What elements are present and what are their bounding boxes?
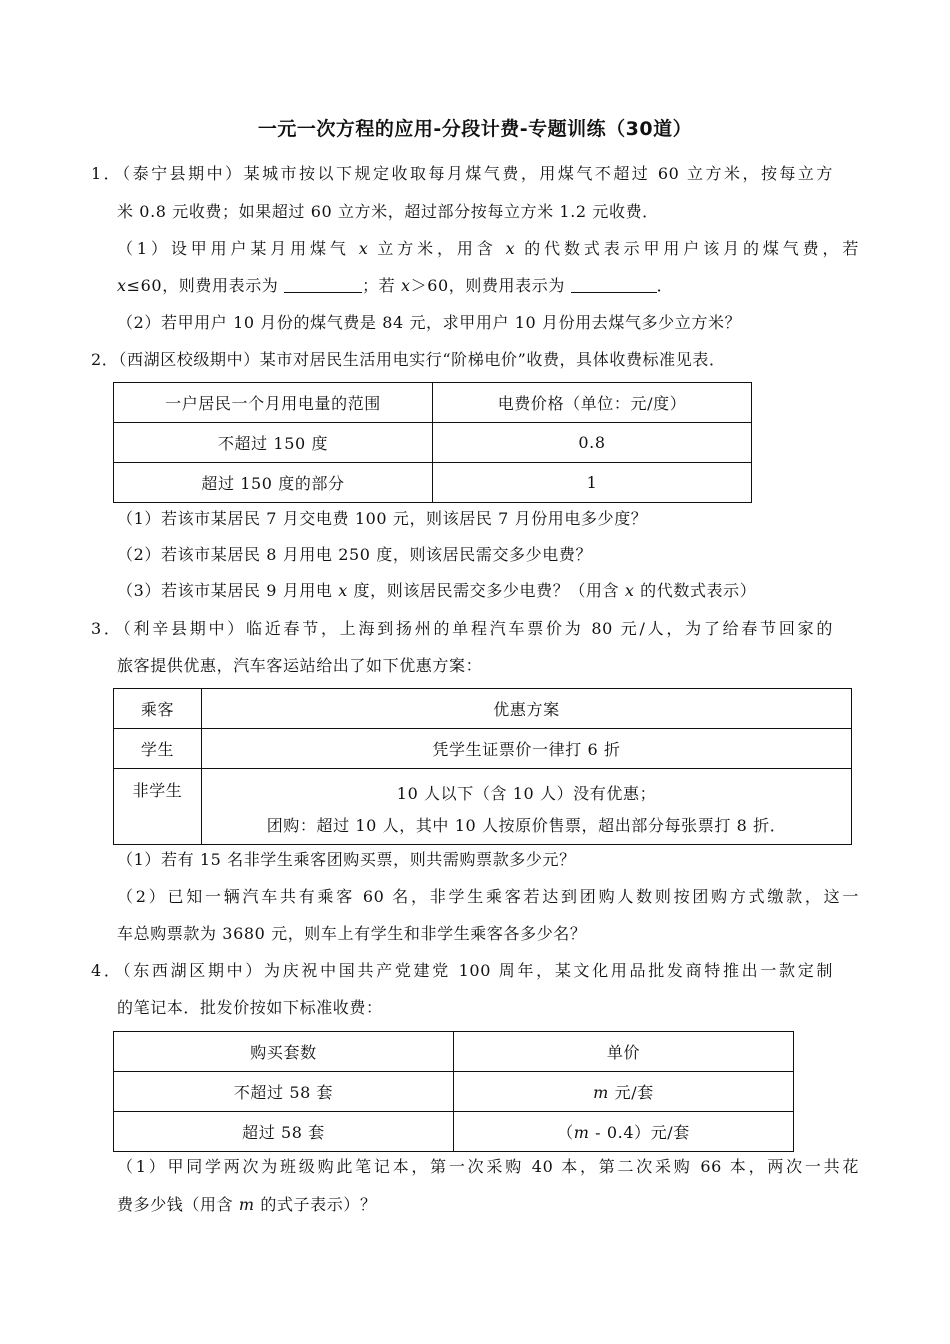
electricity-price-table: [113, 382, 752, 503]
question-number: 2．: [91, 350, 119, 369]
question-1-line-2: 米 0.8 元收费；如果超过 60 立方米，超过部分按每立方米 1.2 元收费．: [117, 202, 659, 221]
question-1-line-1: 1．（泰宁县期中）某城市按以下规定收取每月煤气费，用煤气不超过 60 立方米，按每立方: [91, 164, 833, 183]
question-3-part-2: （2）已知一辆汽车共有乘客 60 名，非学生乘客若达到团购人数则按团购方式缴款，这一: [117, 887, 859, 906]
table-cell-multiline: 10 人以下（含 10 人）没有优惠； 团购：超过 10 人，其中 10 人按原价售票，超出部分每张票打 8 折．: [202, 769, 852, 845]
table-cell: 凭学生证票价一律打 6 折: [202, 729, 852, 769]
page-title: 一元一次方程的应用-分段计费-专题训练（30道）: [257, 118, 693, 140]
table-cell: 不超过 58 套: [114, 1072, 454, 1112]
notebook-price-table: [113, 1031, 794, 1152]
table-header: 电费价格（单位：元/度）: [433, 383, 752, 423]
question-source: （泰宁县期中）: [122, 164, 244, 183]
table-header: 单价: [454, 1032, 794, 1072]
question-3-part-1: （1）若有 15 名非学生乘客团购买票，则共需购票款多少元？: [117, 850, 576, 869]
question-1-part-1: （1）设甲用户某月用煤气 x 立方米，用含 x 的代数式表示甲用户该月的煤气费，若: [117, 239, 859, 258]
question-1-part-2: （2）若甲用户 10 月份的煤气费是 84 元，求甲用户 10 月份用去煤气多少立方米？: [117, 313, 742, 332]
question-number: 4．: [91, 961, 123, 980]
table-header: 购买套数: [114, 1032, 454, 1072]
ticket-discount-table: [113, 688, 852, 845]
table-cell: 学生: [114, 729, 202, 769]
table-header: 一户居民一个月用电量的范围: [114, 383, 433, 423]
question-4-part-1: （1）甲同学两次为班级购此笔记本，第一次采购 40 本，第二次采购 66 本，两次一共花: [117, 1157, 859, 1176]
question-1-part-1-cont: x≤60，则费用表示为 ；若 x＞60，则费用表示为 ．: [117, 276, 674, 295]
question-2-part-2: （2）若该市某居民 8 月用电 250 度，则该居民需交多少电费？: [117, 545, 593, 564]
table-header: 优惠方案: [202, 689, 852, 729]
table-cell: 非学生: [114, 769, 202, 845]
table-cell: 不超过 150 度: [114, 423, 433, 463]
question-3-line-1: 3．（利辛县期中）临近春节，上海到扬州的单程汽车票价为 80 元/人，为了给春节回家的: [91, 619, 833, 638]
question-3-part-2-cont: 车总购票款为 3680 元，则车上有学生和非学生乘客各多少名？: [117, 924, 587, 943]
table-header: 乘客: [114, 689, 202, 729]
table-cell: 超过 58 套: [114, 1112, 454, 1152]
answer-blank-1[interactable]: [284, 276, 362, 293]
question-4-part-1-cont: 费多少钱（用含 m 的式子表示）？: [117, 1195, 377, 1214]
table-cell: （m - 0.4）元/套: [454, 1112, 794, 1152]
table-cell: m 元/套: [454, 1072, 794, 1112]
question-2-line-1: 2．（西湖区校级期中）某市对居民生活用电实行“阶梯电价”收费，具体收费标准见表．: [91, 350, 726, 369]
question-number: 3．: [91, 619, 123, 638]
answer-blank-2[interactable]: [571, 276, 657, 293]
question-4-line-2: 的笔记本．批发价按如下标准收费：: [117, 998, 383, 1017]
question-3-line-2: 旅客提供优惠，汽车客运站给出了如下优惠方案：: [117, 656, 483, 675]
table-cell: 1: [433, 463, 752, 503]
table-cell: 0.8: [433, 423, 752, 463]
question-4-line-1: 4．（东西湖区期中）为庆祝中国共产党建党 100 周年，某文化用品批发商特推出一款定制: [91, 961, 834, 980]
question-2-part-1: （1）若该市某居民 7 月交电费 100 元，则该居民 7 月份用电多少度？: [117, 509, 648, 528]
table-cell: 超过 150 度的部分: [114, 463, 433, 503]
question-2-part-3: （3）若该市某居民 9 月用电 x 度，则该居民需交多少电费？（用含 x 的代数式表示）: [117, 581, 757, 600]
question-number: 1．: [91, 164, 123, 183]
